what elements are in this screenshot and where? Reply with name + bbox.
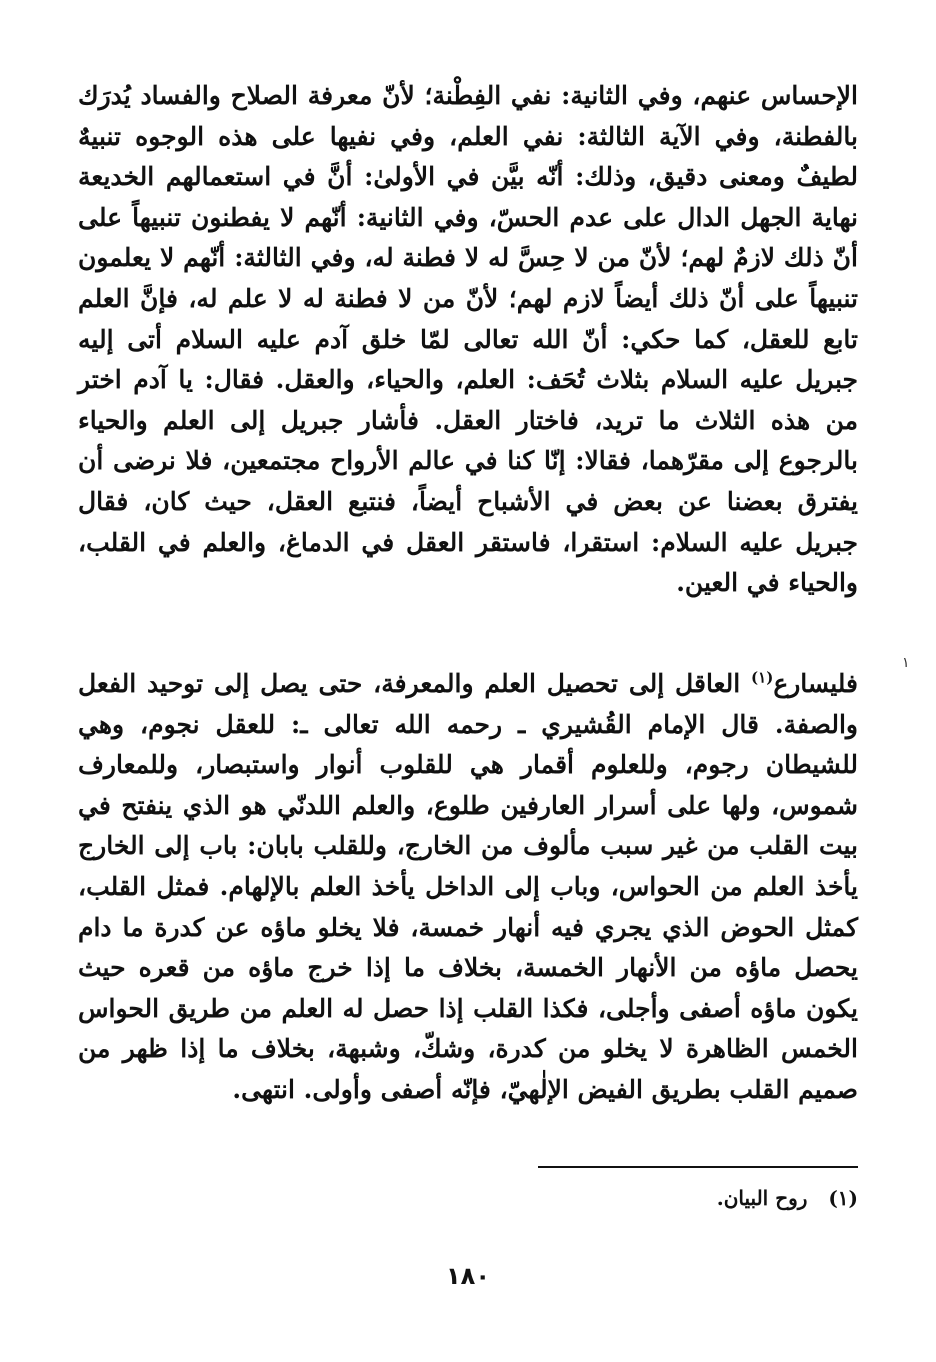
footnote bbox=[480, 1186, 858, 1210]
footnote-marker: (١) bbox=[828, 1186, 858, 1210]
body-paragraph-1: الإحساس عنهم، وفي الثانية: نفي الفِطْنة؛ لأنّ معرفة الصلاح والفساد يُدرَك بالفطنة، وفي الآية الثالثة: نفي العلم، وفي نفيها على هذه الوجوه تنبيهٌ لطيفٌ ومعنى دقيق، وذلك: أنّه بيَّن في الأولىٰ: أنَّ في استعمالهم الخديعة نهاية الجهل الدال على عدم الحسّ، وفي الثانية: أنّهم لا يفطنون تنبيهاً على أنّ ذلك لازمٌ لهم؛ لأنّ من لا حِسَّ له لا فطنة له، وفي الثالثة: أنّهم لا يعلمون تنبيهاً على أنّ ذلك أيضاً لازم لهم؛ لأنّ من لا فطنة له لا علم له، فإنَّ العلم تابع للعقل، كما حكي: أنّ الله تعالى لمّا خلق آدم عليه السلام أتى إليه جبريل عليه السلام بثلاث تُحَف: العلم، والحياء، والعقل. فقال: يا آدم اختر من هذه الثلاث ما تريد، فاختار العقل. فأشار جبريل إلى العلم والحياء بالرجوع إلى مقرّهما، فقالا: إنّا كنا في عالم الأرواح مجتمعين، فلا نرضى أن يفترق بعضنا عن بعض في الأشباح أيضاً، فنتبع العقل، حيث كان، فقال جبريل عليه السلام: استقرا، فاستقر العقل في الدماغ، والعلم في القلب، والحياء في العين. bbox=[78, 81, 858, 598]
body-paragraph-2 bbox=[78, 664, 858, 1111]
footnote-reference: (١) bbox=[751, 668, 774, 687]
footnote-text: روح البيان. bbox=[716, 1186, 808, 1210]
margin-mark: ١ bbox=[902, 655, 910, 671]
paragraph-2-lead-word: فليسارع bbox=[773, 669, 858, 698]
paragraph-2-body: العاقل إلى تحصيل العلم والمعرفة، حتى يصل إلى توحيد الفعل والصفة. قال الإمام القُشيري ـ رحمه الله تعالى ـ: للعقل نجوم، وهي للشيطان رجوم، وللعلوم أقمار هي للقلوب أنوار واستبصار، وللمعارف شموس، ولها على أسرار العارفين طلوع، والعلم اللدنّي هو الذي ينفتح في بيت القلب من غير سبب مألوف من الخارج، وللقلب بابان: باب إلى الخارج يأخذ العلم من الحواس، وباب إلى الداخل يأخذ العلم بالإلهام. فمثل القلب، كمثل الحوض الذي يجري فيه أنهار خمسة، فلا يخلو ماؤه عن كدرة ما دام يحصل ماؤه من الأنهار الخمسة، بخلاف ما إذا خرج ماؤه من قعره حيث يكون ماؤه أصفى وأجلى، فكذا القلب إذا حصل له العلم من طريق الحواس الخمس الظاهرة لا يخلو من كدرة، وشكّ، وشبهة، بخلاف ما إذا ظهر من صميم القلب بطريق الفيض الإلٰهيّ، فإنّه أصفى وأولى. انتهى. bbox=[78, 669, 858, 1104]
footnote-divider bbox=[538, 1166, 858, 1168]
page-number: ١٨٠ bbox=[446, 1262, 490, 1290]
